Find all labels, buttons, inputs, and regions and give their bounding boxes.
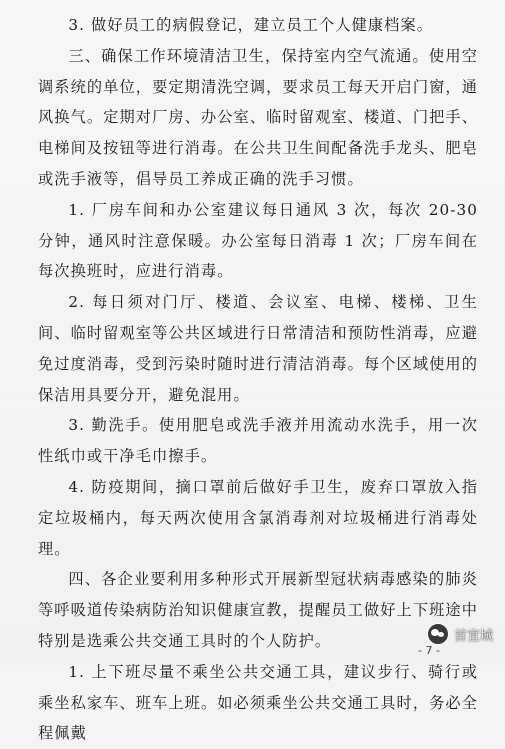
watermark xyxy=(427,623,493,645)
paragraph-hand-washing: 3. 勤洗手。使用肥皂或洗手液并用流动水洗手，用一次性纸巾或干净毛巾擦手。 xyxy=(38,416,478,466)
paragraph-mask-disposal: 4. 防疫期间，摘口罩前后做好手卫生，废弃口罩放入指定垃圾桶内，每天两次使用含氯消毒剂对垃圾桶进行消毒处理。 xyxy=(38,477,478,558)
paragraph-sick-leave: 3. 做好员工的病假登记，建立员工个人健康档案。 xyxy=(68,16,434,34)
paragraph-public-area-cleaning: 2. 每日须对门厅、楼道、会议室、电梯、楼梯、卫生间、临时留观室等公共区域进行日常清洁和预防性消毒，应避免过度消毒，受到污染时随时进行清洁消毒。每个区域使用的保洁用具要分开，避免混用。 xyxy=(38,293,478,404)
wechat-icon xyxy=(427,623,449,645)
paragraph-section-four: 四、各企业要利用多种形式开展新型冠状病毒感染的肺炎等呼吸道传染病防治知识健康宣教，提醒员工做好上下班途中特别是选乘公共交通工具时的个人防护。 xyxy=(38,570,478,650)
paragraph-commute: 1. 上下班尽量不乘坐公共交通工具，建议步行、骑行或乘坐私家车、班车上班。如必须乘坐公共交通工具时，务必全程佩戴 xyxy=(38,662,478,743)
paragraph-ventilation: 1. 厂房车间和办公室建议每日通风 3 次，每次 20-30 分钟，通风时注意保暖。办公室每日消毒 1 次；厂房车间在每次换班时，应进行消毒。 xyxy=(38,200,478,281)
page-number: - 7 - xyxy=(418,644,440,657)
paragraph-section-three: 三、确保工作环境清洁卫生，保持室内空气流通。使用空调系统的单位，要定期清洗空调，要求员工每天开启门窗，通风换气。定期对厂房、办公室、临时留观室、楼道、门把手、电梯间及按钮等进行消毒。在公共卫生间配备洗手龙头、肥皂或洗手液等，倡导员工养成正确的洗手习惯。 xyxy=(38,46,478,188)
document-body xyxy=(38,10,478,749)
watermark-text: 首宣城 xyxy=(453,628,493,644)
